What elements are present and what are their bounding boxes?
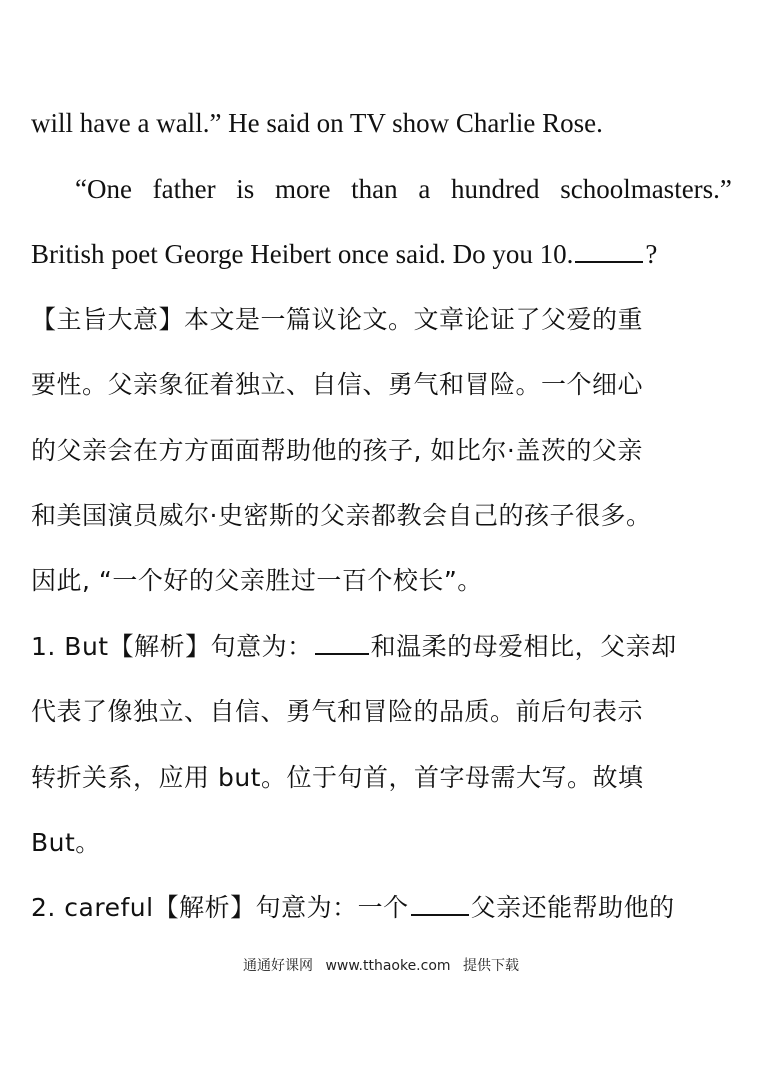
- summary-line: 和美国演员威尔·史密斯的父亲都教会自己的孩子很多。: [31, 501, 652, 530]
- footer-site-name: 通通好课网: [243, 958, 313, 974]
- word: “One: [75, 174, 132, 204]
- sentence-text: ?: [645, 239, 658, 269]
- paragraph-line: [31, 236, 731, 272]
- answer-blank: [411, 890, 469, 916]
- item-text: 父亲还能帮助他的: [470, 893, 675, 922]
- word: father: [152, 174, 216, 204]
- footer-url[interactable]: www.tthaoke.com: [325, 958, 451, 974]
- summary-line: 要性。父亲象征着独立、自信、勇气和冒险。一个细心: [31, 370, 644, 399]
- summary-line: 【主旨大意】本文是一篇议论文。文章论证了父爱的重: [31, 305, 644, 334]
- word: hundred: [451, 174, 540, 204]
- item-text: 和温柔的母爱相比，父亲却: [370, 632, 677, 661]
- paragraph-line: will have a wall.” He said on TV show Charlie Rose.: [31, 108, 603, 138]
- sentence-text: British poet George Heibert once said. Do you 10.: [31, 239, 574, 269]
- paragraph-line-justified: [75, 171, 732, 207]
- answer-item-2: [31, 890, 731, 926]
- page-footer: [0, 955, 762, 975]
- word: schoolmasters.”: [560, 174, 732, 204]
- answer-line: But。: [31, 828, 101, 857]
- answer-blank: [575, 237, 643, 263]
- answer-blank: [315, 629, 369, 655]
- footer-provide-text: 提供下载: [463, 958, 519, 974]
- word: a: [418, 174, 431, 204]
- answer-item-1: [31, 629, 731, 665]
- summary-line: 的父亲会在方方面面帮助他的孩子, 如比尔·盖茨的父亲: [31, 436, 643, 465]
- answer-line: 转折关系，应用 but。位于句首，首字母需大写。故填: [31, 763, 644, 792]
- summary-line: 因此, “一个好的父亲胜过一百个校长”。: [31, 566, 483, 595]
- item-text: 2. careful【解析】句意为：一个: [31, 893, 409, 922]
- word: than: [351, 174, 398, 204]
- word: more: [275, 174, 331, 204]
- word: is: [236, 174, 255, 204]
- item-text: 1. But【解析】句意为：: [31, 632, 313, 661]
- answer-line: 代表了像独立、自信、勇气和冒险的品质。前后句表示: [31, 697, 644, 726]
